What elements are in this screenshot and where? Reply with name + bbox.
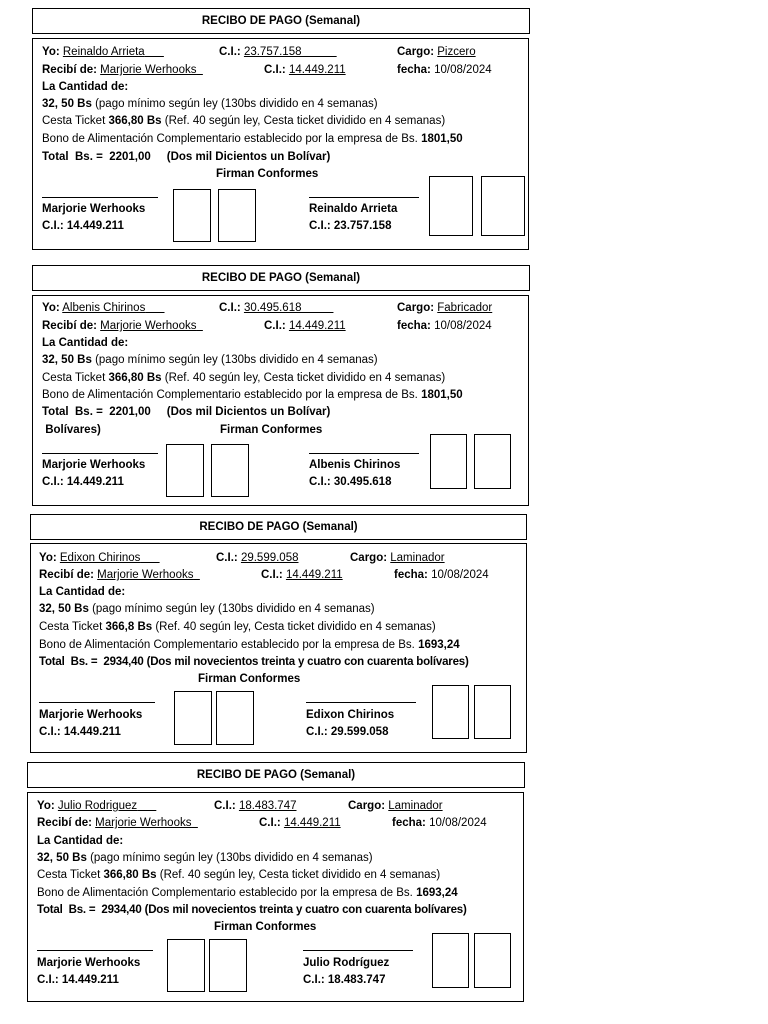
- payer-name: Marjorie Werhooks: [100, 320, 197, 332]
- fecha-label: fecha:: [397, 64, 431, 76]
- bonus-line: [37, 886, 458, 900]
- employee-ci-line: [216, 551, 299, 565]
- cesta-ticket-amount: 366,80 Bs: [103, 869, 157, 881]
- cesta-ticket-note: (Ref. 40 según ley, Cesta ticket dividido en 4 semanas): [161, 372, 446, 384]
- ci-label: C.I.:: [219, 302, 241, 314]
- receipt-title: RECIBO DE PAGO (Semanal): [27, 762, 525, 788]
- payer-line: [39, 568, 200, 582]
- amount-heading: La Cantidad de:: [39, 586, 126, 598]
- cesta-ticket-line: [42, 371, 445, 385]
- cesta-ticket-label: Cesta Ticket: [42, 372, 109, 384]
- employee-name: Edixon Chirinos: [59, 552, 141, 564]
- cargo-label: Cargo:: [350, 552, 388, 564]
- fingerprint-box: [432, 933, 469, 988]
- firman-conformes: Firman Conformes: [198, 673, 301, 685]
- right-signature-line: [306, 702, 416, 703]
- bonus-amount: 1693,24: [418, 639, 460, 651]
- fecha-value: 10/08/2024: [434, 64, 492, 76]
- left-signer-ci: C.I.: 14.449.211: [42, 476, 124, 488]
- payer-line: [42, 319, 203, 333]
- cargo-line: [397, 301, 492, 315]
- fingerprint-box: [216, 691, 254, 745]
- right-signer-ci: C.I.: 29.599.058: [306, 726, 389, 738]
- right-signature-line: [309, 453, 419, 454]
- payer-ci: 14.449.211: [283, 817, 341, 829]
- minimum-pay-note: (pago mínimo según ley (130bs dividido en 4 semanas): [91, 98, 378, 110]
- firman-conformes: Firman Conformes: [220, 424, 323, 436]
- receipt-title: RECIBO DE PAGO (Semanal): [32, 8, 530, 34]
- yo-label: Yo:: [42, 302, 60, 314]
- left-signature-line: [39, 702, 155, 703]
- fingerprint-box: [474, 685, 511, 739]
- cargo-label: Cargo:: [348, 800, 386, 812]
- fecha-value: 10/08/2024: [429, 817, 487, 829]
- left-signer-name: Marjorie Werhooks: [42, 203, 146, 215]
- employee-ci-line: [214, 799, 297, 813]
- employee-ci: 18.483.747: [238, 800, 297, 812]
- cesta-ticket-label: Cesta Ticket: [39, 621, 106, 633]
- bonus-label: Bono de Alimentación Complementario establecido por la empresa de Bs.: [42, 133, 422, 145]
- cargo-line: [397, 45, 476, 59]
- left-signer-ci: C.I.: 14.449.211: [37, 974, 119, 986]
- ci-label: C.I.:: [216, 552, 238, 564]
- yo-label: Yo:: [39, 552, 57, 564]
- minimum-pay-amount: 32, 50 Bs: [39, 603, 89, 615]
- bonus-amount: 1693,24: [416, 887, 458, 899]
- fingerprint-box: [474, 933, 511, 988]
- recibi-label: Recibí de:: [42, 320, 97, 332]
- yo-label: Yo:: [37, 800, 55, 812]
- payer-ci: 14.449.211: [288, 64, 346, 76]
- payer-ci-line: [264, 319, 346, 333]
- right-signer-name: Julio Rodríguez: [303, 957, 390, 969]
- cargo-value: Laminador: [390, 552, 445, 564]
- fingerprint-box: [167, 939, 205, 992]
- left-signer-ci: C.I.: 14.449.211: [39, 726, 121, 738]
- payer-ci-line: [259, 816, 341, 830]
- receipt-title: RECIBO DE PAGO (Semanal): [30, 514, 527, 540]
- minimum-pay-line: [39, 602, 375, 616]
- cesta-ticket-line: [37, 868, 440, 882]
- employee-line: [39, 551, 160, 565]
- payer-ci: 14.449.211: [288, 320, 346, 332]
- fingerprint-box: [430, 434, 467, 489]
- ci-label: C.I.:: [219, 46, 241, 58]
- payer-ci-line: [261, 568, 343, 582]
- left-signature-line: [37, 950, 153, 951]
- cesta-ticket-amount: 366,8 Bs: [105, 621, 153, 633]
- minimum-pay-note: (pago mínimo según ley (130bs dividido en 4 semanas): [88, 603, 375, 615]
- cesta-ticket-amount: 366,80 Bs: [108, 115, 162, 127]
- cargo-label: Cargo:: [397, 302, 435, 314]
- employee-line: [42, 45, 164, 59]
- amount-heading: La Cantidad de:: [37, 835, 124, 847]
- fecha-value: 10/08/2024: [434, 320, 492, 332]
- recibi-label: Recibí de:: [37, 817, 92, 829]
- employee-name: Reinaldo Arrieta: [62, 46, 145, 58]
- left-signer-name: Marjorie Werhooks: [37, 957, 141, 969]
- date-line: [397, 319, 492, 333]
- employee-name: Albenis Chirinos: [62, 302, 146, 314]
- fingerprint-box: [432, 685, 469, 739]
- payer-ci-label: C.I.:: [259, 817, 281, 829]
- cesta-ticket-note: (Ref. 40 según ley, Cesta ticket dividido en 4 semanas): [156, 869, 441, 881]
- payer-name: Marjorie Werhooks: [97, 569, 194, 581]
- minimum-pay-line: [42, 97, 378, 111]
- bonus-amount: 1801,50: [421, 133, 463, 145]
- date-line: [394, 568, 489, 582]
- payer-ci-label: C.I.:: [261, 569, 283, 581]
- cesta-ticket-note: (Ref. 40 según ley, Cesta ticket dividido en 4 semanas): [161, 115, 446, 127]
- cargo-value: Laminador: [388, 800, 443, 812]
- left-signature-line: [42, 197, 158, 198]
- firman-conformes: Firman Conformes: [214, 921, 317, 933]
- employee-ci: 29.599.058: [240, 552, 299, 564]
- fecha-label: fecha:: [392, 817, 426, 829]
- employee-line: [42, 301, 165, 315]
- cargo-value: Fabricador: [437, 302, 493, 314]
- fecha-label: fecha:: [394, 569, 428, 581]
- payer-ci-label: C.I.:: [264, 320, 286, 332]
- right-signer-name: Reinaldo Arrieta: [309, 203, 398, 215]
- cargo-value: Pizcero: [437, 46, 476, 58]
- bonus-label: Bono de Alimentación Complementario establecido por la empresa de Bs.: [37, 887, 417, 899]
- bonus-label: Bono de Alimentación Complementario establecido por la empresa de Bs.: [42, 389, 422, 401]
- bonus-label: Bono de Alimentación Complementario establecido por la empresa de Bs.: [39, 639, 419, 651]
- fingerprint-box: [173, 189, 211, 242]
- total-line: Total Bs. = 2934,40 (Dos mil novecientos treinta y cuatro con cuarenta bolívares): [37, 904, 467, 916]
- cargo-label: Cargo:: [397, 46, 435, 58]
- right-signer-ci: C.I.: 18.483.747: [303, 974, 386, 986]
- employee-ci-line: [219, 45, 337, 59]
- cargo-line: [350, 551, 445, 565]
- minimum-pay-amount: 32, 50 Bs: [42, 98, 92, 110]
- employee-name: Julio Rodriguez: [57, 800, 138, 812]
- fingerprint-box: [174, 691, 212, 745]
- right-signer-ci: C.I.: 23.757.158: [309, 220, 392, 232]
- payer-line: [42, 63, 203, 77]
- fingerprint-box: [218, 189, 256, 242]
- date-line: [392, 816, 487, 830]
- left-signer-name: Marjorie Werhooks: [39, 709, 143, 721]
- firman-conformes: Firman Conformes: [216, 168, 319, 180]
- right-signature-line: [309, 197, 419, 198]
- cesta-ticket-label: Cesta Ticket: [37, 869, 104, 881]
- fingerprint-box: [474, 434, 511, 489]
- payer-line: [37, 816, 198, 830]
- cargo-line: [348, 799, 443, 813]
- fingerprint-box: [166, 444, 204, 497]
- recibi-label: Recibí de:: [42, 64, 97, 76]
- payer-name: Marjorie Werhooks: [95, 817, 192, 829]
- fingerprint-box: [429, 176, 473, 236]
- total-line: Total Bs. = 2201,00 (Dos mil Dicientos un Bolívar): [42, 406, 331, 418]
- recibi-label: Recibí de:: [39, 569, 94, 581]
- right-signer-name: Edixon Chirinos: [306, 709, 395, 721]
- minimum-pay-note: (pago mínimo según ley (130bs dividido en 4 semanas): [91, 354, 378, 366]
- total-line: Total Bs. = 2201,00 (Dos mil Dicientos un Bolívar): [42, 151, 331, 163]
- ci-label: C.I.:: [214, 800, 236, 812]
- minimum-pay-note: (pago mínimo según ley (130bs dividido en 4 semanas): [86, 852, 373, 864]
- employee-ci: 23.757.158: [243, 46, 302, 58]
- cesta-ticket-label: Cesta Ticket: [42, 115, 109, 127]
- fingerprint-box: [481, 176, 525, 236]
- bonus-line: [39, 638, 460, 652]
- left-signer-name: Marjorie Werhooks: [42, 459, 146, 471]
- fingerprint-box: [211, 444, 249, 497]
- total-continuation: Bolívares): [42, 424, 101, 436]
- bonus-line: [42, 132, 463, 146]
- payer-ci: 14.449.211: [285, 569, 343, 581]
- employee-line: [37, 799, 156, 813]
- minimum-pay-line: [37, 851, 373, 865]
- employee-ci: 30.495.618: [243, 302, 302, 314]
- right-signer-ci: C.I.: 30.495.618: [309, 476, 392, 488]
- cesta-ticket-line: [39, 620, 436, 634]
- minimum-pay-amount: 32, 50 Bs: [42, 354, 92, 366]
- amount-heading: La Cantidad de:: [42, 337, 129, 349]
- bonus-amount: 1801,50: [421, 389, 463, 401]
- yo-label: Yo:: [42, 46, 60, 58]
- payer-ci-label: C.I.:: [264, 64, 286, 76]
- minimum-pay-amount: 32, 50 Bs: [37, 852, 87, 864]
- minimum-pay-line: [42, 353, 378, 367]
- left-signature-line: [42, 453, 158, 454]
- fecha-value: 10/08/2024: [431, 569, 489, 581]
- cesta-ticket-note: (Ref. 40 según ley, Cesta ticket dividido en 4 semanas): [152, 621, 436, 633]
- amount-heading: La Cantidad de:: [42, 81, 129, 93]
- right-signature-line: [303, 950, 413, 951]
- date-line: [397, 63, 492, 77]
- payer-name: Marjorie Werhooks: [100, 64, 197, 76]
- payer-ci-line: [264, 63, 346, 77]
- receipt-title: RECIBO DE PAGO (Semanal): [32, 265, 530, 291]
- fingerprint-box: [209, 939, 247, 992]
- left-signer-ci: C.I.: 14.449.211: [42, 220, 124, 232]
- fecha-label: fecha:: [397, 320, 431, 332]
- employee-ci-line: [219, 301, 333, 315]
- total-line: Total Bs. = 2934,40 (Dos mil novecientos treinta y cuatro con cuarenta bolívares): [39, 656, 469, 668]
- right-signer-name: Albenis Chirinos: [309, 459, 401, 471]
- cesta-ticket-line: [42, 114, 445, 128]
- cesta-ticket-amount: 366,80 Bs: [108, 372, 162, 384]
- bonus-line: [42, 388, 463, 402]
